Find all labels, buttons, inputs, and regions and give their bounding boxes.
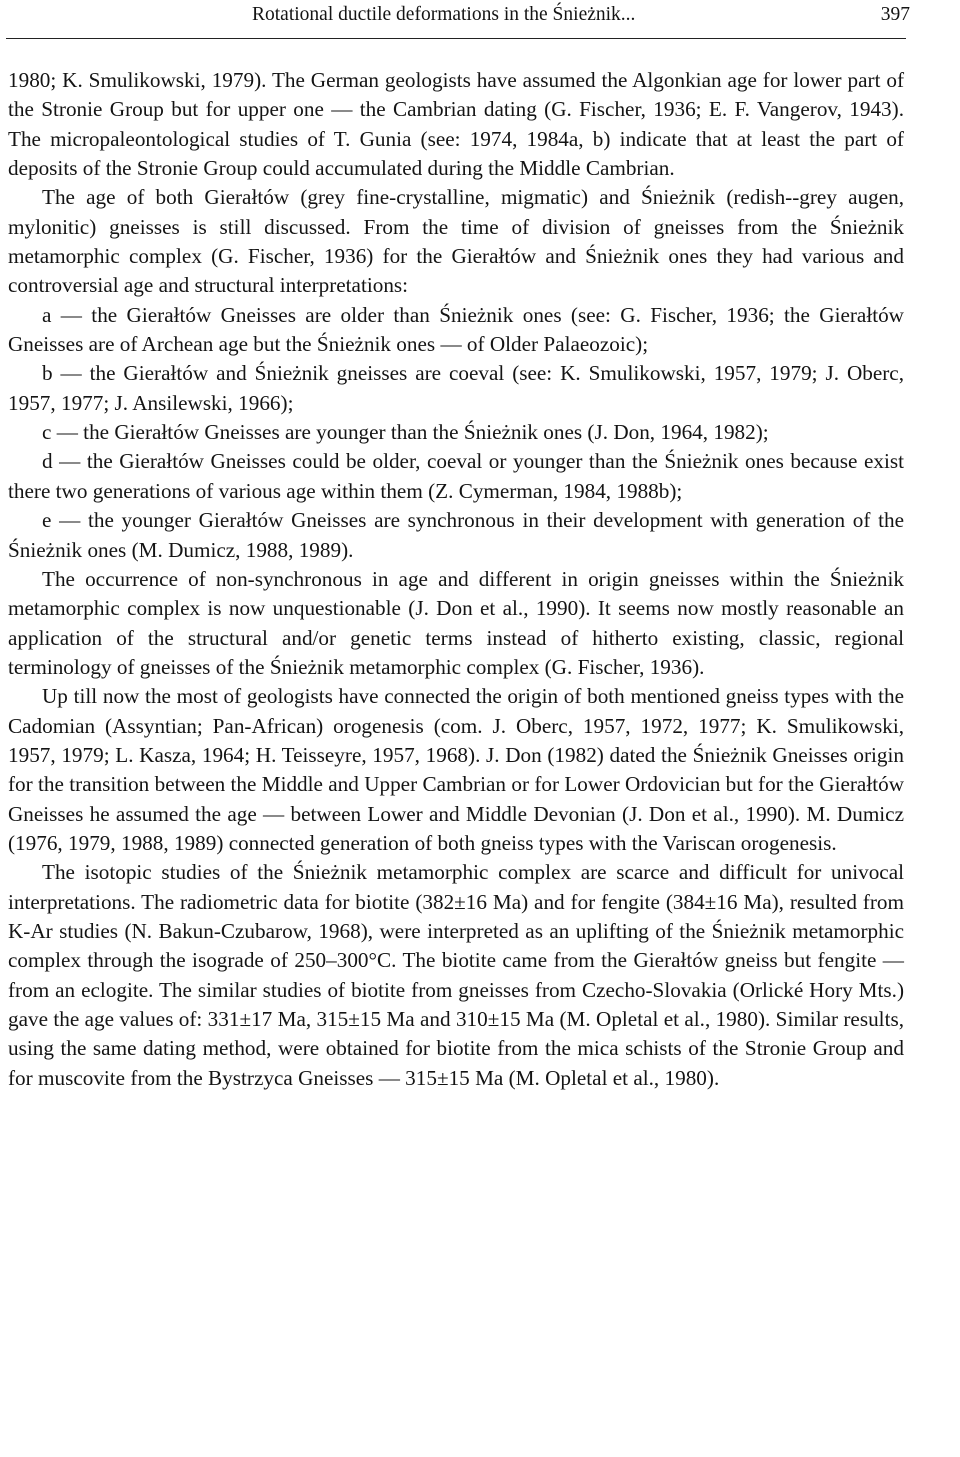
header-rule: [6, 38, 906, 39]
list-item-d: d — the Gierałtów Gneisses could be older, coeval or younger than the Śnieżnik ones because exist there two generations of various age within them (Z. Cymerman, 1984, 1988b);: [8, 449, 904, 503]
paragraph-continuation: 1980; K. Smulikowski, 1979). The German geologists have assumed the Algonkian age for lower part of the Stronie Group but for upper one — the Cambrian dating (G. Fischer, 1936; E. F. Vangerov, 1943). The micropaleontological studies of T. Gunia (see: 1974, 1984a, b) indicate that at least the part of deposits of the Stronie Group could accumulated during the Middle Cambrian.: [8, 68, 904, 181]
body-text: [8, 66, 904, 1093]
list-item-e: e — the younger Gierałtów Gneisses are synchronous in their development with generation of the Śnieżnik ones (M. Dumicz, 1988, 1989).: [8, 508, 904, 562]
paragraph-isotopic-studies: The isotopic studies of the Śnieżnik metamorphic complex are scarce and difficult for univocal interpretations. The radiometric data for biotite (382±16 Ma) and for fengite (384±16 Ma), resulted from K-Ar studies (N. Bakun-Czubarow, 1968), were interpreted as an uplifting of the Śnieżnik metamorphic complex through the isograde of 250–300°C. The biotite came from the Gierałtów gneiss but fengite — from an eclogite. The similar studies of biotite from gneisses from Czecho-Slovakia (Orlické Hory Mts.) gave the age values of: 331±17 Ma, 315±15 Ma and 310±15 Ma (M. Opletal et al., 1980). Similar results, using the same dating method, were obtained for biotite from the mica schists of the Stronie Group and for muscovite from the Bystrzyca Gneisses — 315±15 Ma (M. Opletal et al., 1980).: [8, 860, 904, 1090]
paragraph-gneiss-age: The age of both Gierałtów (grey fine-crystalline, migmatic) and Śnieżnik (redish--grey augen, mylonitic) gneisses is still discussed. From the time of division of gneisses from the Śnieżnik metamorphic complex (G. Fischer, 1936) for the Gierałtów and Śnieżnik ones they had various and controversial age and structural interpretations:: [8, 185, 904, 298]
page-header: [0, 2, 960, 32]
paragraph-non-synchronous: The occurrence of non-synchronous in age and different in origin gneisses within the Śnieżnik metamorphic complex is now unquestionable (J. Don et al., 1990). It seems now mostly reasonable an application of the structural and/or genetic terms instead of hitherto existing, classic, regional terminology of gneisses of the Śnieżnik metamorphic complex (G. Fischer, 1936).: [8, 566, 904, 679]
list-item-a: a — the Gierałtów Gneisses are older than Śnieżnik ones (see: G. Fischer, 1936; the Gierałtów Gneisses are of Archean age but the Śnieżnik ones — of Older Palaeozoic);: [8, 302, 904, 357]
paragraph-cadomian-orogenesis: Up till now the most of geologists have connected the origin of both mentioned gneiss types with the Cadomian (Assyntian; Pan-African) orogenesis (com. J. Oberc, 1957, 1972, 1977; K. Smulikowski, 1957, 1979; L. Kasza, 1964; H. Teisseyre, 1957, 1968). J. Don (1982) dated the Śnieżnik Gneisses origin for the transition between the Middle and Upper Cambrian or for Lower Ordovician but for the Gierałtów Gneisses he assumed the age — between Lower and Middle Devonian (J. Don et al., 1990). M. Dumicz (1976, 1979, 1988, 1989) connected generation of both gneiss types with the Variscan orogenesis.: [8, 684, 904, 855]
list-item-c: c — the Gierałtów Gneisses are younger than the Śnieżnik ones (J. Don, 1964, 1982);: [42, 420, 769, 445]
running-title: Rotational ductile deformations in the Śnieżnik...: [252, 4, 636, 25]
list-item-b: b — the Gierałtów and Śnieżnik gneisses are coeval (see: K. Smulikowski, 1957, 1979; J. Oberc, 1957, 1977; J. Ansilewski, 1966);: [8, 361, 904, 415]
page-number: 397: [880, 4, 910, 25]
